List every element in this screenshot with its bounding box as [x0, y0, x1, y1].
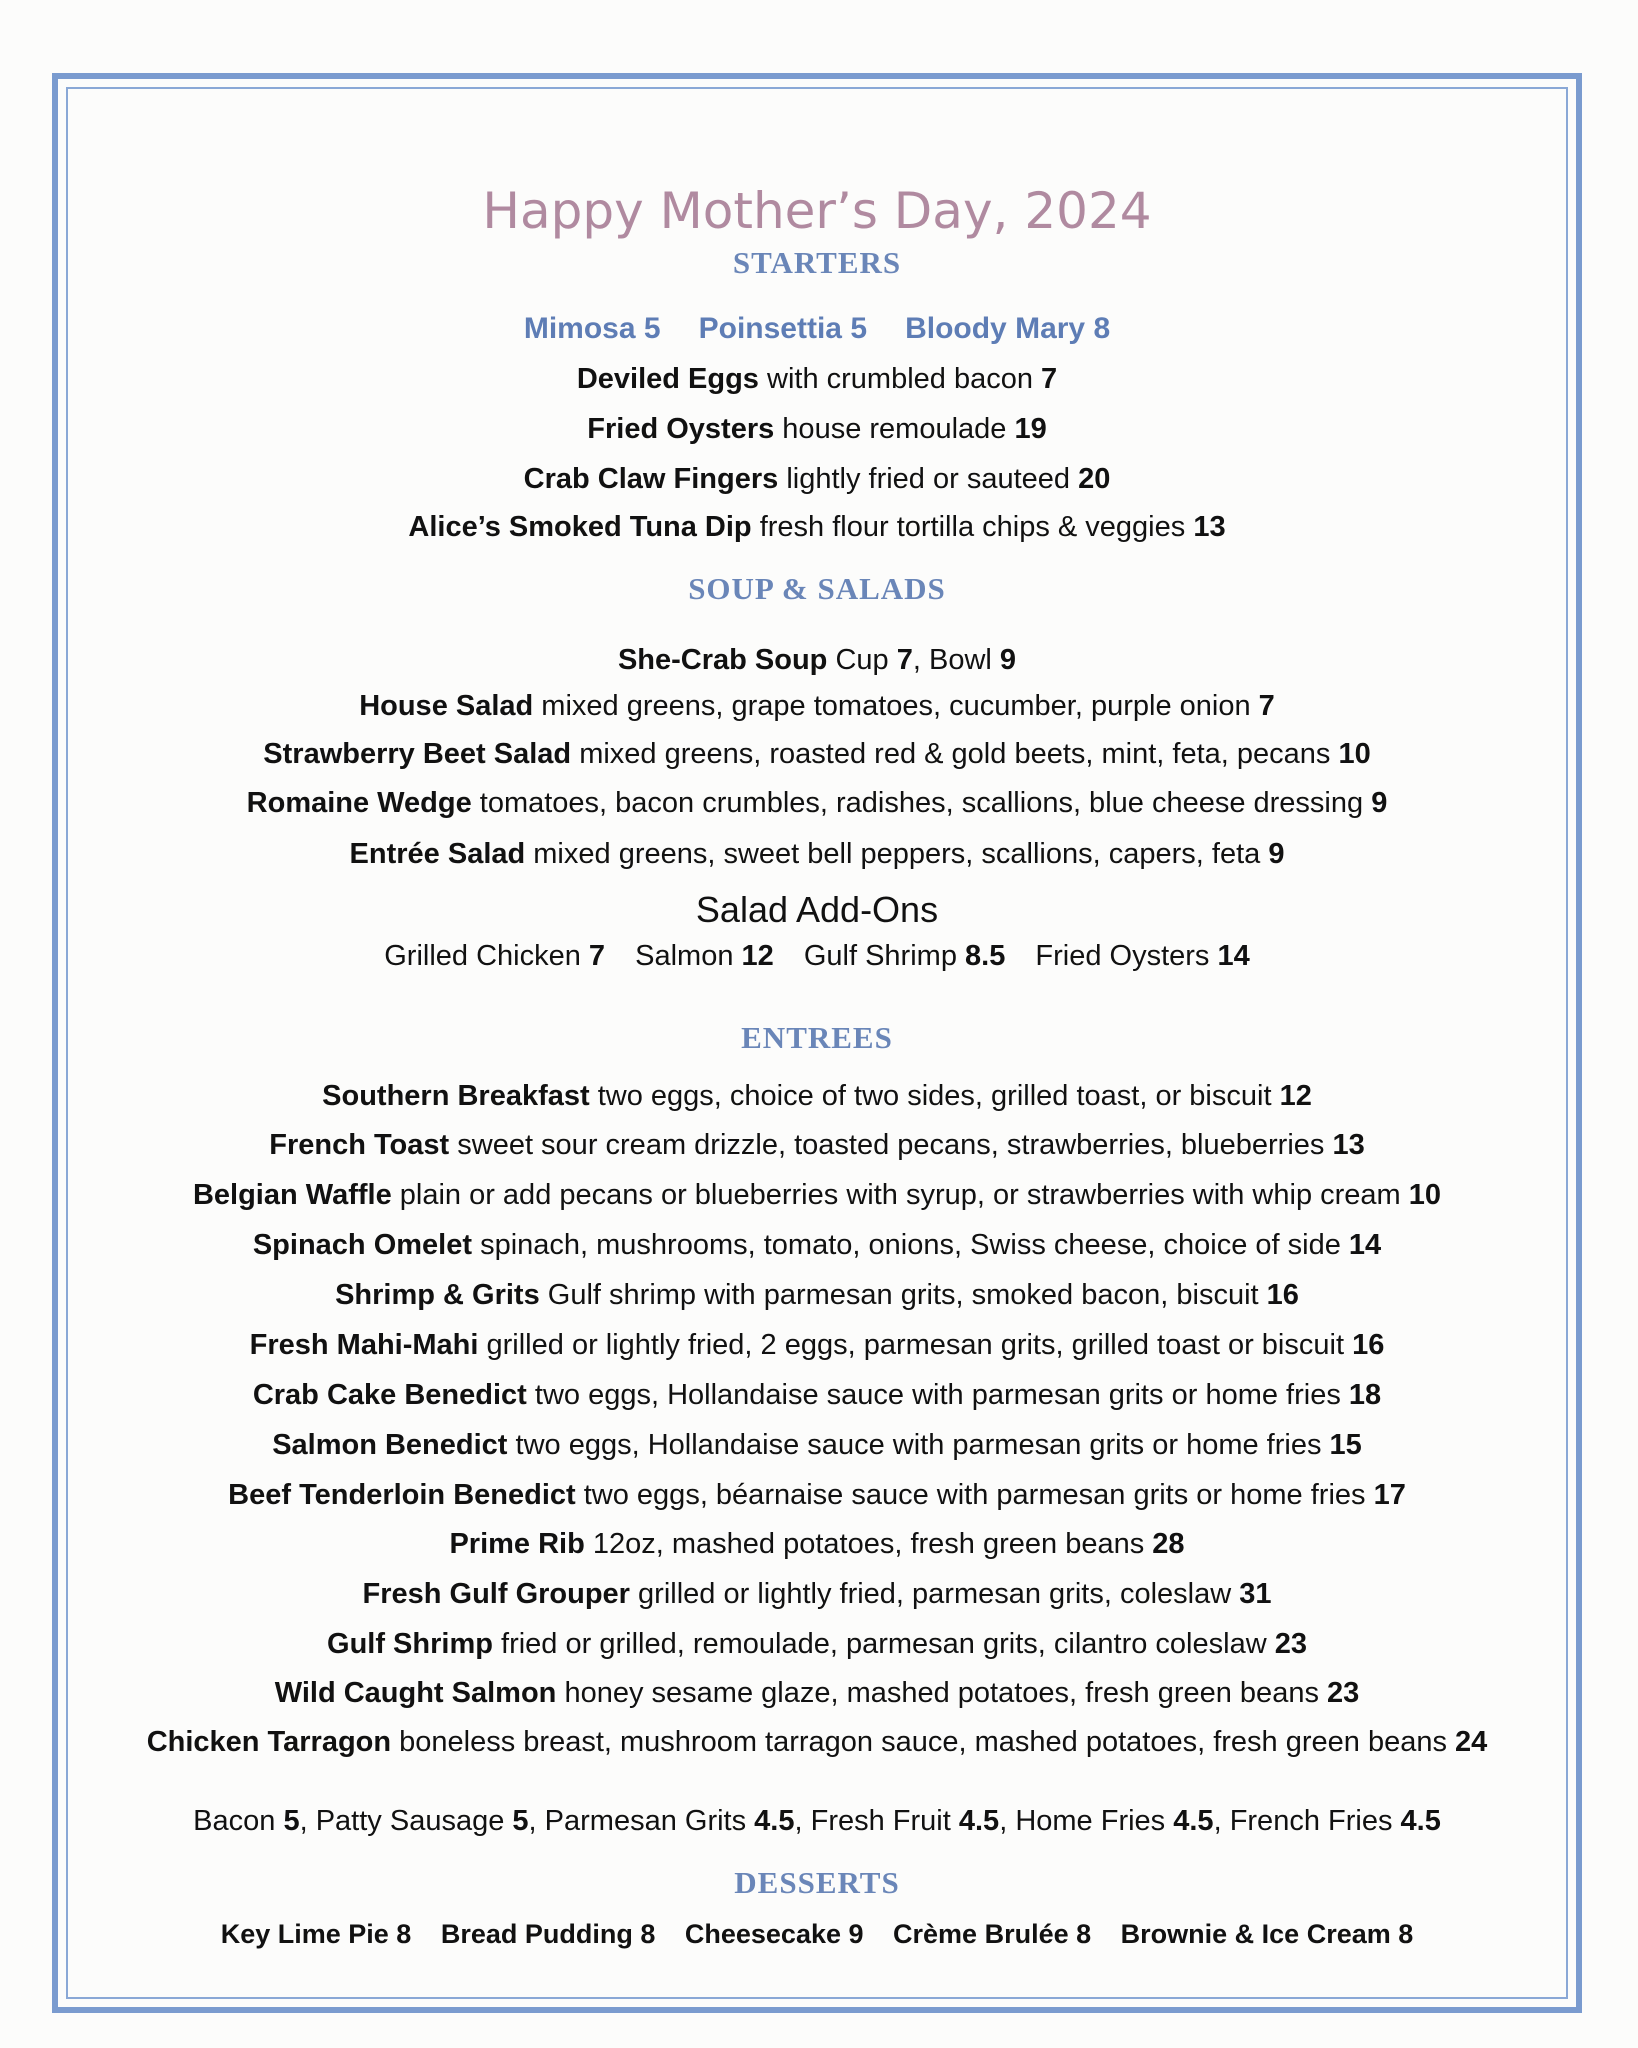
item-desc: with crumbled bacon — [758, 363, 1042, 395]
dessert-item: Bread Pudding 8 — [440, 1919, 656, 1949]
addon-item — [1035, 940, 1249, 972]
item-name: Entrée Salad — [349, 838, 526, 870]
item-desc: two eggs, Hollandaise sauce with parmesan grits or home fries — [507, 1429, 1330, 1461]
menu-item — [70, 1178, 1564, 1212]
side-item — [316, 1805, 545, 1837]
side-name: Home Fries — [1015, 1805, 1174, 1837]
item-price: 9 — [1371, 787, 1388, 819]
side-separator: , — [999, 1805, 1016, 1837]
addon-item — [384, 940, 605, 972]
addon-item — [804, 940, 1006, 972]
item-desc: tomatoes, bacon crumbles, radishes, scallions, blue cheese dressing — [471, 787, 1372, 819]
cup-price: 7 — [896, 644, 913, 676]
item-name: Fresh Mahi-Mahi — [249, 1329, 479, 1361]
item-name: Gulf Shrimp — [327, 1628, 493, 1660]
item-name: Prime Rib — [449, 1528, 585, 1560]
side-separator: , — [794, 1805, 811, 1837]
item-desc: 12oz, mashed potatoes, fresh green beans — [584, 1528, 1153, 1560]
addon-price: 14 — [1217, 940, 1250, 972]
menu-item — [70, 1478, 1564, 1512]
menu-item — [70, 689, 1564, 723]
addon-name: Fried Oysters — [1035, 940, 1218, 972]
item-name: Fresh Gulf Grouper — [362, 1578, 630, 1610]
addon-price: 12 — [741, 940, 774, 972]
item-desc: lightly fried or sauteed — [778, 463, 1079, 495]
item-name: Belgian Waffle — [192, 1179, 392, 1211]
side-item — [811, 1805, 1016, 1837]
side-item — [193, 1805, 316, 1837]
menu-item — [70, 786, 1564, 820]
menu-item — [70, 1676, 1564, 1710]
item-name: She-Crab Soup — [617, 644, 828, 676]
item-name: Fried Oysters — [587, 413, 775, 445]
item-name: Shrimp & Grits — [335, 1279, 540, 1311]
side-separator: , — [299, 1805, 316, 1837]
side-item — [1015, 1805, 1229, 1837]
cup-label: Cup — [827, 644, 897, 676]
item-price: 19 — [1014, 413, 1047, 445]
side-name: Bacon — [193, 1805, 284, 1837]
menu-item — [70, 1577, 1564, 1611]
addon-name: Salmon — [635, 940, 742, 972]
side-name: Patty Sausage — [315, 1805, 513, 1837]
item-name: Crab Claw Fingers — [523, 463, 779, 495]
side-price: 4.5 — [754, 1805, 795, 1837]
item-price: 7 — [1258, 690, 1275, 722]
menu-item — [70, 1128, 1564, 1162]
item-price: 14 — [1348, 1229, 1382, 1261]
drinks-line — [70, 312, 1564, 346]
item-name: Deviled Eggs — [576, 363, 759, 395]
menu-item — [70, 1627, 1564, 1661]
dessert-item: Crème Brulée 8 — [893, 1919, 1092, 1949]
item-desc: two eggs, béarnaise sauce with parmesan grits or home fries — [575, 1479, 1374, 1511]
item-price: 7 — [1041, 363, 1058, 395]
menu-item — [70, 412, 1564, 446]
menu-item — [70, 1228, 1564, 1262]
item-price: 12 — [1279, 1080, 1312, 1112]
side-item — [1230, 1805, 1441, 1837]
addon-price: 7 — [588, 940, 606, 972]
item-desc: fried or grilled, remoulade, parmesan grits, cilantro coleslaw — [492, 1628, 1275, 1660]
menu-item — [70, 1079, 1564, 1113]
item-name: Crab Cake Benedict — [252, 1379, 527, 1411]
sides-line — [70, 1804, 1564, 1838]
item-desc: grilled or lightly fried, 2 eggs, parmesan grits, grilled toast or biscuit — [478, 1329, 1353, 1361]
item-price: 17 — [1373, 1479, 1406, 1511]
item-name: Romaine Wedge — [246, 787, 472, 819]
item-name: House Salad — [359, 690, 534, 722]
dessert-item: Key Lime Pie 8 — [220, 1919, 412, 1949]
item-desc: boneless breast, mushroom tarragon sauce, mashed potatoes, fresh green beans — [391, 1726, 1456, 1758]
item-price: 10 — [1338, 738, 1371, 770]
side-price: 4.5 — [958, 1805, 1000, 1837]
item-desc: two eggs, choice of two sides, grilled toast, or biscuit — [589, 1080, 1280, 1112]
item-name: Alice’s Smoked Tuna Dip — [408, 511, 752, 543]
item-price: 28 — [1152, 1528, 1185, 1560]
menu-title: Happy Mother’s Day, 2024 — [482, 182, 1152, 240]
item-desc: honey sesame glaze, mashed potatoes, fresh green beans — [556, 1677, 1328, 1709]
menu-item — [70, 1527, 1564, 1561]
side-name: Fresh Fruit — [810, 1805, 959, 1837]
side-separator: , — [1213, 1805, 1230, 1837]
item-desc: sweet sour cream drizzle, toasted pecans, strawberries, blueberries — [449, 1129, 1333, 1161]
item-price: 16 — [1266, 1279, 1299, 1311]
menu-item — [70, 1378, 1564, 1412]
menu-item — [70, 1725, 1564, 1759]
section-desserts: DESSERTS — [734, 1865, 900, 1900]
drink-item: Mimosa 5 — [523, 312, 661, 345]
item-name: Chicken Tarragon — [146, 1726, 392, 1758]
drink-item: Bloody Mary 8 — [905, 312, 1111, 345]
side-name: French Fries — [1229, 1805, 1401, 1837]
desserts-line — [70, 1917, 1564, 1951]
menu-item — [70, 737, 1564, 771]
item-price: 24 — [1455, 1726, 1488, 1758]
item-name: Wild Caught Salmon — [274, 1677, 557, 1709]
item-name: Spinach Omelet — [252, 1229, 473, 1261]
item-name: Beef Tenderloin Benedict — [228, 1479, 576, 1511]
bowl-label: , Bowl — [912, 644, 1000, 676]
addon-price: 8.5 — [965, 940, 1006, 972]
item-price: 9 — [1268, 838, 1285, 870]
item-desc: fresh flour tortilla chips & veggies — [751, 511, 1194, 543]
item-desc: mixed greens, grape tomatoes, cucumber, purple onion — [533, 690, 1259, 722]
menu-item — [70, 1328, 1564, 1362]
side-price: 5 — [283, 1805, 300, 1837]
section-starters: STARTERS — [732, 245, 902, 280]
side-item — [545, 1805, 811, 1837]
item-name: Southern Breakfast — [322, 1080, 590, 1112]
section-entrees: ENTREES — [741, 1020, 893, 1055]
item-price: 15 — [1329, 1429, 1362, 1461]
side-price: 5 — [512, 1805, 529, 1837]
addon-name: Grilled Chicken — [384, 940, 589, 972]
item-price: 23 — [1274, 1628, 1307, 1660]
menu-item — [70, 1278, 1564, 1312]
item-name: French Toast — [269, 1129, 450, 1161]
drink-item: Poinsettia 5 — [698, 312, 868, 345]
side-price: 4.5 — [1400, 1805, 1441, 1837]
item-name: Strawberry Beet Salad — [263, 738, 572, 770]
addon-item — [635, 940, 774, 972]
addon-name: Gulf Shrimp — [803, 940, 966, 972]
item-desc: grilled or lightly fried, parmesan grits, coleslaw — [629, 1578, 1240, 1610]
dessert-item: Brownie & Ice Cream 8 — [1120, 1919, 1414, 1949]
item-desc: two eggs, Hollandaise sauce with parmesan grits or home fries — [526, 1379, 1349, 1411]
soup-item — [70, 643, 1564, 677]
item-price: 20 — [1078, 463, 1111, 495]
item-price: 16 — [1352, 1329, 1385, 1361]
side-price: 4.5 — [1173, 1805, 1214, 1837]
item-desc: plain or add pecans or blueberries with syrup, or strawberries with whip cream — [391, 1179, 1409, 1211]
menu-item — [70, 510, 1564, 544]
menu-content — [70, 90, 1564, 1990]
item-price: 31 — [1239, 1578, 1272, 1610]
addons-title: Salad Add-Ons — [695, 889, 939, 930]
item-desc: mixed greens, roasted red & gold beets, mint, feta, pecans — [571, 738, 1339, 770]
item-price: 23 — [1327, 1677, 1360, 1709]
item-name: Salmon Benedict — [272, 1429, 508, 1461]
dessert-item: Cheesecake 9 — [684, 1919, 864, 1949]
addons-line — [70, 939, 1564, 973]
item-desc: spinach, mushrooms, tomato, onions, Swiss cheese, choice of side — [472, 1229, 1349, 1261]
item-price: 10 — [1408, 1179, 1442, 1211]
item-desc: Gulf shrimp with parmesan grits, smoked bacon, biscuit — [539, 1279, 1267, 1311]
menu-item — [70, 1428, 1564, 1462]
side-name: Parmesan Grits — [544, 1805, 755, 1837]
section-soup-salads: SOUP & SALADS — [688, 571, 946, 606]
side-separator: , — [528, 1805, 545, 1837]
item-desc: mixed greens, sweet bell peppers, scallions, capers, feta — [525, 838, 1269, 870]
item-price: 18 — [1348, 1379, 1382, 1411]
menu-item — [70, 837, 1564, 871]
bowl-price: 9 — [999, 644, 1017, 676]
menu-item — [70, 362, 1564, 396]
item-price: 13 — [1332, 1129, 1365, 1161]
item-desc: house remoulade — [774, 413, 1015, 445]
menu-item — [70, 462, 1564, 496]
item-price: 13 — [1193, 511, 1226, 543]
